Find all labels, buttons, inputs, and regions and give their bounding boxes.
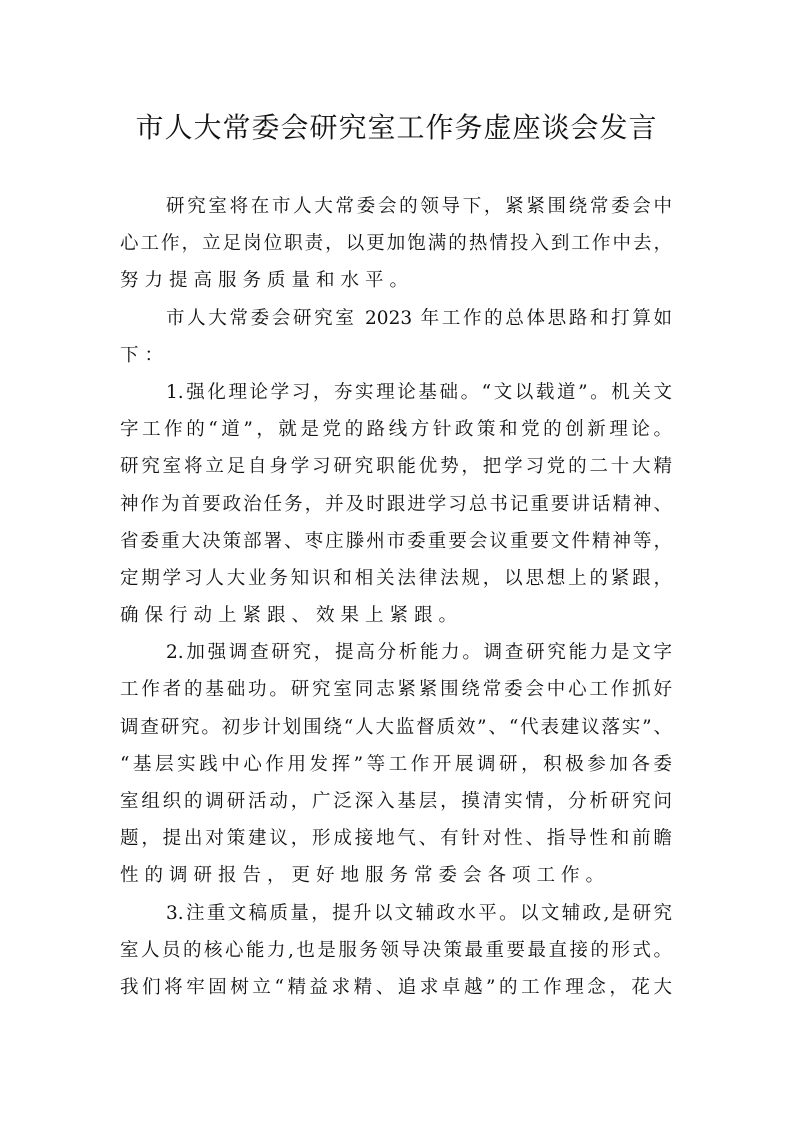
paragraph-line: 调查研究。初步计划围绕“人大监督质效”、“代表建议落实”、 bbox=[120, 716, 672, 738]
paragraph-line: 室人员的核心能力,也是服务领导决策最重要最直接的形式。 bbox=[120, 939, 672, 961]
paragraph-line: 研究室将在市人大常委会的领导下，紧紧围绕常委会中 bbox=[166, 196, 672, 217]
paragraph-line: 神作为首要政治任务，并及时跟进学习总书记重要讲话精神、 bbox=[120, 493, 672, 515]
paragraph-line: 工作者的基础功。研究室同志紧紧围绕常委会中心工作抓好 bbox=[120, 679, 672, 701]
document-body bbox=[120, 188, 672, 1006]
paragraph-line: 市人大常委会研究室 2023 年工作的总体思路和打算如 bbox=[166, 307, 672, 329]
paragraph-line: 心工作，立足岗位职责，以更加饱满的热情投入到工作中去， bbox=[120, 233, 672, 255]
paragraph-line: 确保行动上紧跟、效果上紧跟。 bbox=[120, 605, 464, 627]
paragraph-line: 省委重大决策部署、枣庄滕州市委重要会议重要文件精神等， bbox=[120, 530, 672, 552]
paragraph-line: 下： bbox=[120, 344, 170, 366]
paragraph bbox=[120, 188, 672, 300]
paragraph-line: “基层实践中心作用发挥”等工作开展调研，积极参加各委 bbox=[120, 753, 672, 775]
paragraph-line: 3.注重文稿质量，提升以文辅政水平。以文辅政,是研究 bbox=[166, 902, 672, 924]
paragraph-line: 研究室将立足自身学习研究职能优势，把学习党的二十大精 bbox=[120, 456, 672, 478]
paragraph-line: 1.强化理论学习，夯实理论基础。“文以载道”。机关文 bbox=[166, 381, 672, 403]
paragraph-line: 室组织的调研活动，广泛深入基层，摸清实情，分析研究问 bbox=[120, 791, 672, 812]
document-title: 市人大常委会研究室工作务虚座谈会发言 bbox=[135, 111, 658, 144]
paragraph bbox=[120, 634, 672, 894]
paragraph-line: 性的调研报告，更好地服务常委会各项工作。 bbox=[120, 865, 611, 887]
paragraph-line: 定期学习人大业务知识和相关法律法规，以思想上的紧跟， bbox=[120, 567, 672, 589]
paragraph-line: 我们将牢固树立“精益求精、追求卓越”的工作理念，花大 bbox=[120, 976, 672, 998]
paragraph-line: 题，提出对策建议，形成接地气、有针对性、指导性和前瞻 bbox=[120, 828, 672, 850]
paragraph bbox=[120, 300, 672, 374]
paragraph-line: 努力提高服务质量和水平。 bbox=[120, 270, 415, 292]
paragraph-line: 2.加强调查研究，提高分析能力。调查研究能力是文字 bbox=[166, 642, 672, 664]
paragraph-line: 字工作的“道”，就是党的路线方针政策和党的创新理论。 bbox=[120, 419, 672, 441]
paragraph bbox=[120, 374, 672, 634]
paragraph bbox=[120, 895, 672, 1007]
